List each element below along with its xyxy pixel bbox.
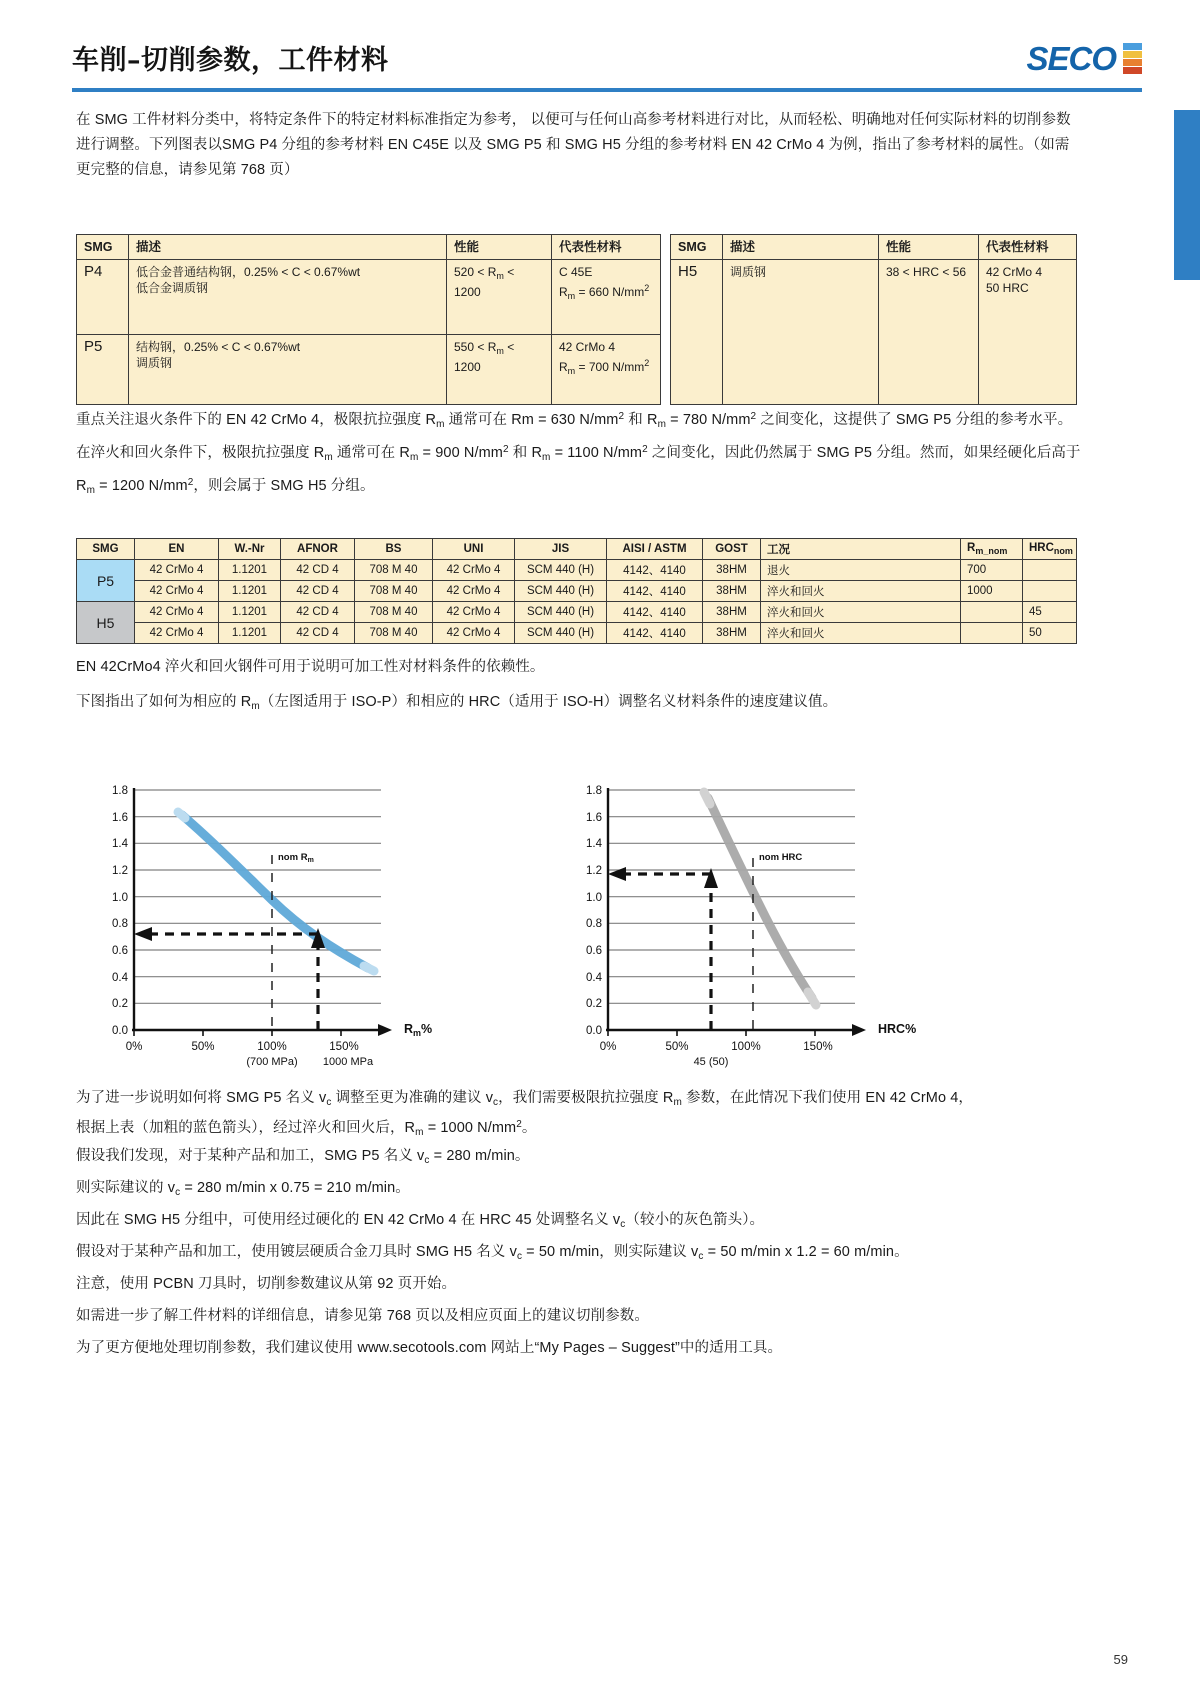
svg-text:1000 MPa: 1000 MPa <box>322 1056 374 1068</box>
material-line-1: 42 CrMo 4 <box>986 265 1043 279</box>
cell-perf-p4: $520 < R_m < 1200$ <box>447 260 552 335</box>
svg-text:150%: 150% <box>329 1041 359 1053</box>
cell-wnr: 1.1201 <box>219 581 281 602</box>
cell-gost: 38HM <box>703 623 761 644</box>
logo-block-1 <box>1123 43 1142 50</box>
intro-paragraph-text: 在 SMG 工件材料分类中，将特定条件下的特定材料标准指定为参考， 以便可与任何山高参考材料进行对比，从而轻松、明确地对任何实际材料的切削参数进行调整。下列图表以SMG P4 分组的参考材料 EN C45E 以及 SMG P5 和 SMG H5 分组的参考材料 EN 42 CrMo 4 为例，指出了参考材料的属性。（如需更完整的信息，请参见第 768 页） <box>76 112 1071 178</box>
cell-wnr: 1.1201 <box>219 560 281 581</box>
cell-afnor: 42 CD 4 <box>281 581 355 602</box>
cell-condition: 淬火和回火 <box>761 581 961 602</box>
th-perf: 性能 <box>879 235 979 260</box>
th-desc: 描述 <box>129 235 447 260</box>
page-header <box>0 0 1200 96</box>
series-fade-start <box>704 792 710 804</box>
svg-text:1.4: 1.4 <box>586 838 602 850</box>
material-line-2: $R_m = 660$ $N/mm^2$ <box>559 283 650 301</box>
x-axis-title: HRC% <box>878 1022 917 1036</box>
x-tick-sublabels <box>246 1056 374 1068</box>
cell-en: 42 CrMo 4 <box>135 623 219 644</box>
cell-en: 42 CrMo 4 <box>135 602 219 623</box>
nom-rm-label: nom $R_m$ <box>278 852 314 864</box>
cell-wnr: 1.1201 <box>219 623 281 644</box>
svg-text:1.0: 1.0 <box>586 892 602 904</box>
table-row <box>77 581 1077 602</box>
th-wnr: W.-Nr <box>219 539 281 560</box>
svg-text:0.6: 0.6 <box>112 945 128 957</box>
th-aisi-astm: AISI / ASTM <box>607 539 703 560</box>
svg-text:1.6: 1.6 <box>586 812 602 824</box>
chart-hrc-svg <box>560 780 980 1070</box>
cell-desc-h5 <box>723 260 879 405</box>
cell-uni: 42 CrMo 4 <box>433 623 515 644</box>
cell-afnor: 42 CD 4 <box>281 623 355 644</box>
svg-text:1.8: 1.8 <box>586 785 602 797</box>
desc-line-2: 调质钢 <box>136 356 173 370</box>
page-number: 59 <box>1113 1652 1128 1667</box>
svg-text:150%: 150% <box>803 1041 833 1053</box>
cell-jis: SCM 440 (H) <box>515 581 607 602</box>
th-material: 代表性材料 <box>552 235 661 260</box>
svg-text:0.8: 0.8 <box>586 918 602 930</box>
table-row <box>671 260 1077 405</box>
material-line-1: C 45E <box>559 265 593 279</box>
cell-material-p5 <box>552 335 661 405</box>
cell-smg-p4: P4 <box>77 260 129 335</box>
series-curve-hrc <box>708 798 812 998</box>
th-uni: UNI <box>433 539 515 560</box>
th-desc: 描述 <box>723 235 879 260</box>
th-en: EN <box>135 539 219 560</box>
arrow-up-head <box>704 868 718 888</box>
mid-text-line-1: EN 42CrMo4 淬火和回火钢件可用于说明可加工性对材料条件的依赖性。 <box>76 659 545 675</box>
th-perf: 性能 <box>447 235 552 260</box>
cell-uni: 42 CrMo 4 <box>433 602 515 623</box>
x-tick-labels <box>600 1041 833 1053</box>
desc-line-1: 结构钢，0.25% < C < 0.67%wt <box>136 340 301 354</box>
svg-text:0.4: 0.4 <box>112 972 128 984</box>
logo-block-4 <box>1123 67 1142 74</box>
cell-afnor: 42 CD 4 <box>281 560 355 581</box>
cell-jis: SCM 440 (H) <box>515 560 607 581</box>
cell-en: 42 CrMo 4 <box>135 581 219 602</box>
arrow-left-head <box>134 927 152 941</box>
cell-rm-nom: 700 <box>961 560 1023 581</box>
material-line-2: $R_m = 700$ $N/mm^2$ <box>559 358 650 376</box>
cell-hrc-nom: 45 <box>1023 602 1077 623</box>
logo-block-2 <box>1123 51 1142 58</box>
table-row <box>77 335 661 405</box>
svg-text:1.0: 1.0 <box>112 892 128 904</box>
cell-desc-p4 <box>129 260 447 335</box>
bottom-paragraph-9: 为了更方便地处理切削参数，我们建议使用 www.secotools.com 网站上“My Pages – Suggest”中的适用工具。 <box>76 1340 783 1356</box>
paragraph-rm-explanation: 重点关注退火条件下的 EN 42 CrMo 4，极限抗拉强度 $R_m$ 通常可在 Rm = 630 $N/mm^2$ 和 $R_m = 780$ $N/mm^2$ 之间变化，这提供了 SMG P5 分组的参考水平。在淬火和回火条件下，极限抗拉强度 $R_m$ 通常可在 $R_m = 900$ $N/mm^2$ 和 $R_m = 1100$ $N/mm^2$ 之间变化，因此仍然属于 SMG P5 分组。然而，如果经硬化后高于 $R_m = 1200$ $N/mm^2$，则会属于 SMG H5 分组。 <box>76 411 1081 496</box>
y-tick-labels <box>586 785 603 1037</box>
svg-text:0.2: 0.2 <box>586 998 602 1010</box>
desc-line-1: 调质钢 <box>730 265 767 279</box>
th-smg: SMG <box>77 235 129 260</box>
intro-paragraph <box>76 108 1076 183</box>
header-divider <box>72 88 1142 92</box>
cell-bs: 708 M 40 <box>355 581 433 602</box>
x-tick-sublabels <box>694 1056 729 1068</box>
svg-text:0.0: 0.0 <box>586 1025 602 1037</box>
svg-text:100%: 100% <box>731 1041 761 1053</box>
page-title: 车削–切削参数，工件材料 <box>72 45 389 76</box>
cell-hrc-nom <box>1023 581 1077 602</box>
th-material: 代表性材料 <box>979 235 1077 260</box>
th-rm-nom: $R_{m\_nom}$ <box>961 539 1023 560</box>
cell-bs: 708 M 40 <box>355 560 433 581</box>
cell-aisi: 4142、4140 <box>607 623 703 644</box>
th-bs: BS <box>355 539 433 560</box>
table-row <box>77 260 661 335</box>
seco-logo-text: SECO <box>1026 40 1116 77</box>
x-axis-arrow <box>852 1024 866 1036</box>
table-smg-h <box>670 234 1077 405</box>
svg-text:45 (50): 45 (50) <box>693 1056 729 1068</box>
th-hrc-nom: $HRC_{nom}$ <box>1023 539 1077 560</box>
th-smg: SMG <box>77 539 135 560</box>
svg-text:50%: 50% <box>191 1041 215 1053</box>
bottom-paragraph-5: 因此在 SMG H5 分组中，可使用经过硬化的 EN 42 CrMo 4 在 HRC 45 处调整名义 $v_c$（较小的灰色箭头）。 <box>76 1212 765 1230</box>
svg-text:100%: 100% <box>257 1041 287 1053</box>
cell-perf-h5: 38 < HRC < 56 <box>879 260 979 405</box>
series-fade-end <box>364 966 374 971</box>
bottom-paragraph-4: 则实际建议的 $v_c = 280$ m/min x 0.75 = 210 m/min。 <box>76 1180 410 1198</box>
cell-material-h5 <box>979 260 1077 405</box>
bottom-paragraph-6: 假设对于某种产品和加工，使用镀层硬质合金刀具时 SMG H5 名义 $v_c = 50$ m/min，则实际建议 $v_c = 50$ m/min x 1.2 = 60 m/min。 <box>76 1244 909 1262</box>
cell-bs: 708 M 40 <box>355 623 433 644</box>
cell-group-h5: H5 <box>77 602 135 644</box>
table-header-row <box>77 539 1077 560</box>
seco-logo-color-blocks <box>1123 43 1142 74</box>
bottom-paragraph-2: 根据上表（加粗的蓝色箭头），经过淬火和回火后，$R_m = 1000$ $N/mm^2$。 <box>76 1119 537 1138</box>
y-tick-labels <box>112 785 129 1037</box>
bottom-paragraph-1: 为了进一步说明如何将 SMG P5 名义 $v_c$ 调整至更为准确的建议 $v_c$，我们需要极限抗拉强度 $R_m$ 参数，在此情况下我们使用 EN 42 CrMo 4， <box>76 1090 974 1108</box>
cell-aisi: 4142、4140 <box>607 602 703 623</box>
bottom-paragraph-8: 如需进一步了解工件材料的详细信息，请参见第 768 页以及相应页面上的建议切削参数。 <box>76 1308 649 1324</box>
svg-text:0%: 0% <box>599 1041 617 1053</box>
chart-rm-svg <box>86 780 506 1070</box>
svg-text:1.2: 1.2 <box>112 865 128 877</box>
table-header-row <box>77 235 661 260</box>
cell-rm-nom <box>961 602 1023 623</box>
cell-rm-nom: 1000 <box>961 581 1023 602</box>
svg-text:0%: 0% <box>125 1041 143 1053</box>
x-axis-title: $R_m\%$ <box>404 1022 433 1038</box>
th-jis: JIS <box>515 539 607 560</box>
x-axis-arrow <box>378 1024 392 1036</box>
cell-desc-p5 <box>129 335 447 405</box>
svg-text:0.2: 0.2 <box>112 998 128 1010</box>
svg-text:(700 MPa): (700 MPa) <box>246 1056 298 1068</box>
series-curve-rm <box>182 815 368 968</box>
cell-hrc-nom: 50 <box>1023 623 1077 644</box>
cell-afnor: 42 CD 4 <box>281 602 355 623</box>
cell-gost: 38HM <box>703 560 761 581</box>
table-material-standards <box>76 538 1077 644</box>
nom-hrc-label: nom HRC <box>759 852 803 863</box>
cell-condition: 淬火和回火 <box>761 623 961 644</box>
th-afnor: AFNOR <box>281 539 355 560</box>
chart-hrc <box>560 780 980 1070</box>
arrow-left-head <box>608 867 626 881</box>
svg-text:0.4: 0.4 <box>586 972 602 984</box>
section-side-tab <box>1174 110 1200 280</box>
gridlines <box>608 790 855 1003</box>
svg-text:1.8: 1.8 <box>112 785 128 797</box>
svg-text:1.6: 1.6 <box>112 812 128 824</box>
material-line-2: 50 HRC <box>986 281 1029 295</box>
cell-condition: 退火 <box>761 560 961 581</box>
cell-perf-p5: $550 < R_m < 1200$ <box>447 335 552 405</box>
table-row <box>77 560 1077 581</box>
chart-rm <box>86 780 506 1070</box>
svg-text:1.2: 1.2 <box>586 865 602 877</box>
cell-bs: 708 M 40 <box>355 602 433 623</box>
cell-uni: 42 CrMo 4 <box>433 560 515 581</box>
table-smg-p <box>76 234 661 405</box>
logo-block-3 <box>1123 59 1142 66</box>
seco-logo <box>1026 42 1142 75</box>
cell-en: 42 CrMo 4 <box>135 560 219 581</box>
svg-text:50%: 50% <box>665 1041 689 1053</box>
cell-hrc-nom <box>1023 560 1077 581</box>
svg-text:1.4: 1.4 <box>112 838 128 850</box>
cell-condition: 淬火和回火 <box>761 602 961 623</box>
cell-smg-h5: H5 <box>671 260 723 405</box>
th-gost: GOST <box>703 539 761 560</box>
cell-uni: 42 CrMo 4 <box>433 581 515 602</box>
bottom-paragraph-3: 假设我们发现，对于某种产品和加工，SMG P5 名义 $v_c = 280$ m/min。 <box>76 1148 530 1166</box>
desc-line-1: 低合金普通结构钢，0.25% < C < 0.67%wt <box>136 265 361 279</box>
cell-group-p5: P5 <box>77 560 135 602</box>
bottom-paragraph-7: 注意，使用 PCBN 刀具时，切削参数建议从第 92 页开始。 <box>76 1276 457 1292</box>
cell-jis: SCM 440 (H) <box>515 623 607 644</box>
cell-jis: SCM 440 (H) <box>515 602 607 623</box>
cell-wnr: 1.1201 <box>219 602 281 623</box>
table-row <box>77 623 1077 644</box>
svg-text:0.8: 0.8 <box>112 918 128 930</box>
svg-text:0.6: 0.6 <box>586 945 602 957</box>
x-tick-labels <box>126 1041 359 1053</box>
gridlines <box>134 790 381 1003</box>
table-header-row <box>671 235 1077 260</box>
cell-material-p4 <box>552 260 661 335</box>
mid-text-line-2: 下图指出了如何为相应的 $R_m$（左图适用于 ISO-P）和相应的 HRC（适用于 ISO-H）调整名义材料条件的速度建议值。 <box>76 694 838 712</box>
cell-gost: 38HM <box>703 581 761 602</box>
th-condition: 工况 <box>761 539 961 560</box>
desc-line-2: 低合金调质钢 <box>136 281 209 295</box>
material-line-1: 42 CrMo 4 <box>559 340 616 354</box>
cell-aisi: 4142、4140 <box>607 581 703 602</box>
cell-aisi: 4142、4140 <box>607 560 703 581</box>
table-row <box>77 602 1077 623</box>
series-fade-start <box>178 812 185 818</box>
cell-gost: 38HM <box>703 602 761 623</box>
svg-text:0.0: 0.0 <box>112 1025 128 1037</box>
cell-smg-p5: P5 <box>77 335 129 405</box>
th-smg: SMG <box>671 235 723 260</box>
cell-rm-nom <box>961 623 1023 644</box>
